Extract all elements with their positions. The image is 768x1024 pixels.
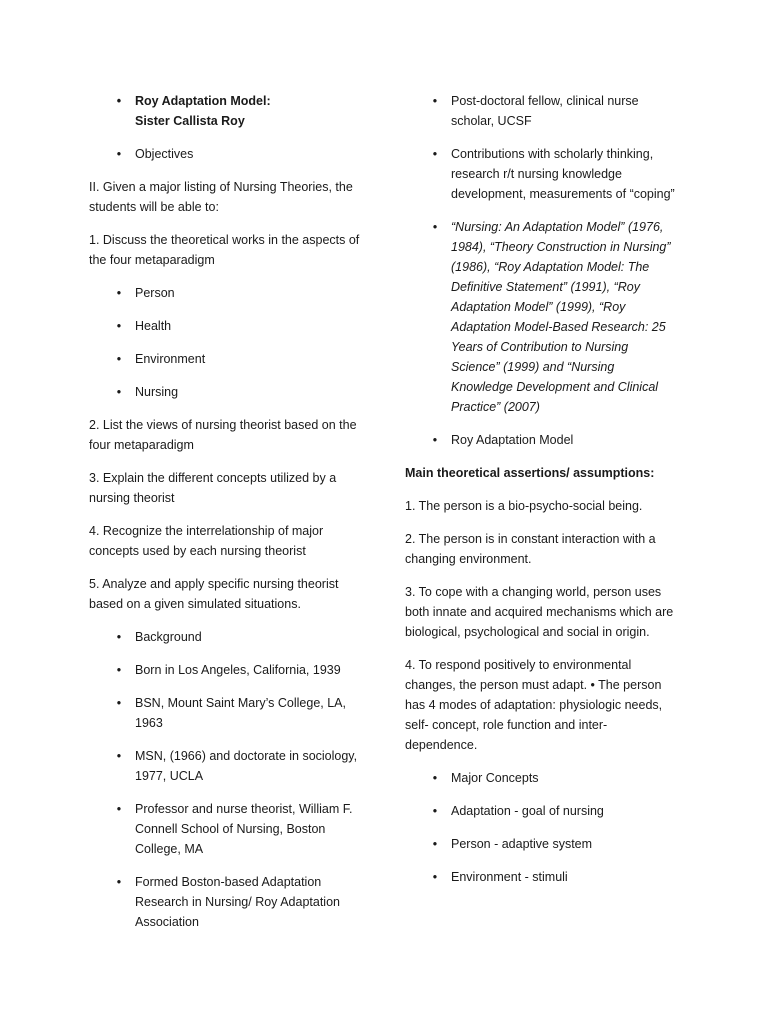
concept-environment: Environment - stimuli [451,870,568,884]
list-item [405,867,677,887]
list-item [405,91,677,131]
postdoc-text: Post-doctoral fellow, clinical nurse scholar, UCSF [451,94,639,128]
bullet-icon: • [116,749,122,763]
concept-person: Person - adaptive system [451,837,593,851]
objective-3: 3. Explain the different concepts utilized by a nursing theorist [89,471,337,505]
list-item [89,746,364,786]
right-column [405,91,677,900]
metaparadigm-environment: Environment [135,352,206,366]
bullet-icon: • [432,870,438,884]
assertions-heading: Main theoretical assertions/ assumptions: [405,466,655,480]
list-item [89,660,364,680]
bullet-icon: • [432,433,438,447]
bullet-icon: • [116,385,122,399]
list-item [405,144,677,204]
background-msn: MSN, (1966) and doctorate in sociology, 1977, UCLA [135,749,358,783]
assertion-3: 3. To cope with a changing world, person uses both innate and acquired mechanisms which are biological, psychological and social in origin. [405,585,674,639]
bullet-icon: • [432,147,438,161]
bullet-icon: • [432,771,438,785]
bullet-icon: • [116,663,122,677]
list-item [89,316,364,336]
list-item [89,872,364,932]
concepts-heading: Major Concepts [451,771,539,785]
bullet-icon: • [116,696,122,710]
bullet-icon: • [116,875,122,889]
list-item-objectives [89,144,364,164]
bullet-icon: • [116,319,122,333]
background-association: Formed Boston-based Adaptation Research in Nursing/ Roy Adaptation Association [135,875,340,929]
assertion-1: 1. The person is a bio-psycho-social being. [405,499,643,513]
bullet-icon: • [116,630,122,644]
list-item [405,768,677,788]
contributions-text: Contributions with scholarly thinking, research r/t nursing knowledge development, measurements of “coping” [451,147,675,201]
bullet-icon: • [432,804,438,818]
assertion-4: 4. To respond positively to environmental changes, the person must adapt. • The person has 4 modes of adaptation: physiologic needs, self- concept, role function and inter- dependence. [405,658,663,752]
background-professor: Professor and nurse theorist, William F. Connell School of Nursing, Boston College, MA [135,802,353,856]
objective-1: 1. Discuss the theoretical works in the aspects of the four metaparadigm [89,233,360,267]
bullet-icon: • [116,94,122,108]
bullet-icon: • [116,802,122,816]
publications-text: “Nursing: An Adaptation Model” (1976, 1984), “Theory Construction in Nursing” (1986), “Roy Adaptation Model: The Definitive Statement” (1991), “Roy Adaptation Model” (1999), “Roy Adaptation Model-Based Research: 25 Years of Contribution to Nursing Science” (1999) and “Nursing Knowledge Development and Clinical Practice” (2007) [451,220,671,414]
list-item [89,283,364,303]
metaparadigm-health: Health [135,319,172,333]
roy-subtitle: Sister Callista Roy [135,114,245,128]
left-column [89,91,364,945]
bullet-icon: • [116,352,122,366]
bullet-icon: • [432,220,438,234]
objectives-label: Objectives [135,147,194,161]
bullet-icon: • [432,94,438,108]
bullet-icon: • [432,837,438,851]
bullet-icon: • [116,286,122,300]
assertion-2: 2. The person is in constant interaction with a changing environment. [405,532,656,566]
metaparadigm-nursing: Nursing [135,385,179,399]
list-item [89,799,364,859]
metaparadigm-person: Person [135,286,175,300]
list-item [89,627,364,647]
list-item [405,430,677,450]
list-item [405,801,677,821]
list-item [89,349,364,369]
background-heading: Background [135,630,202,644]
bullet-icon: • [116,147,122,161]
list-item [89,693,364,733]
objective-2: 2. List the views of nursing theorist based on the four metaparadigm [89,418,357,452]
list-item [405,217,677,417]
model-text: Roy Adaptation Model [451,433,574,447]
background-birth: Born in Los Angeles, California, 1939 [135,663,341,677]
concept-adaptation: Adaptation - goal of nursing [451,804,604,818]
list-item [89,382,364,402]
list-item-roy-title [89,91,364,131]
objective-5: 5. Analyze and apply specific nursing theorist based on a given simulated situations. [89,577,339,611]
objective-4: 4. Recognize the interrelationship of major concepts used by each nursing theorist [89,524,324,558]
roy-title: Roy Adaptation Model: [135,94,271,108]
section-ii-paragraph: II. Given a major listing of Nursing Theories, the students will be able to: [89,180,353,214]
background-bsn: BSN, Mount Saint Mary’s College, LA, 1963 [135,696,346,730]
list-item [405,834,677,854]
